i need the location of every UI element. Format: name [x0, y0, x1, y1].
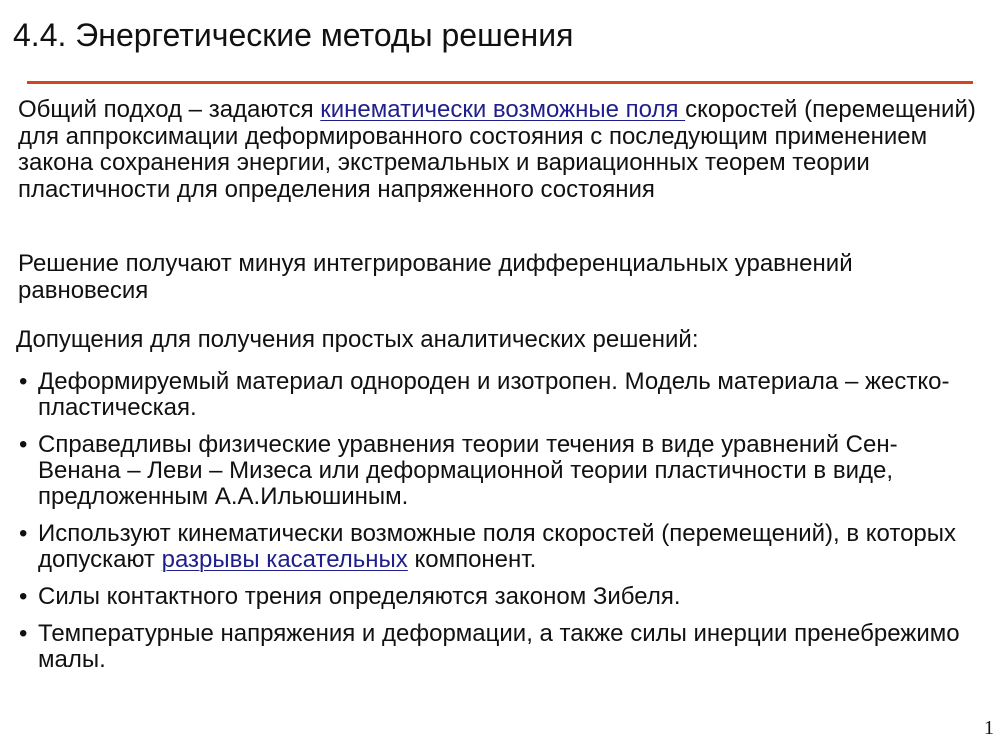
- bullet-icon: •: [19, 620, 28, 647]
- bullet-icon: •: [19, 431, 28, 458]
- solution-paragraph: Решение получают минуя интегрирование дифференциальных уравнений равновесия: [18, 250, 853, 304]
- list-item-text: Температурные напряжения и деформации, а также силы инерции пренебрежимо малы.: [38, 620, 960, 673]
- assumptions-heading: Допущения для получения простых аналитических решений:: [16, 326, 699, 353]
- list-item-text: Деформируемый материал однороден и изотропен. Модель материала – жестко-пластическая.: [38, 368, 950, 421]
- list-item-text: Справедливы физические уравнения теории течения в виде уравнений Сен-Венана – Леви – Мизеса или деформационной теории пластичности в виде, предложенным А.А.Ильюшиным.: [38, 431, 898, 510]
- list-item: [18, 369, 978, 421]
- list-item-text: Силы контактного трения определяются законом Зибеля.: [38, 583, 681, 610]
- list-item: [18, 584, 978, 610]
- kinematic-fields-link[interactable]: кинематически возможные поля: [320, 96, 686, 123]
- tangential-discontinuities-link[interactable]: разрывы касательных: [161, 546, 408, 573]
- list-item-text-start: Используют кинематически возможные поля скоростей (перемещений), в которых допускают: [38, 520, 957, 573]
- list-item-text-end: компонент.: [407, 546, 537, 573]
- list-item: [18, 521, 978, 573]
- bullet-icon: •: [19, 520, 28, 547]
- slide-title: 4.4. Энергетические методы решения: [13, 17, 574, 53]
- title-divider: [27, 81, 973, 84]
- intro-text-start: Общий подход – задаются: [18, 96, 321, 123]
- assumptions-list: [18, 369, 978, 684]
- page-number: 1: [984, 717, 994, 739]
- bullet-icon: •: [19, 583, 28, 610]
- list-item: [18, 621, 978, 673]
- list-item: [18, 432, 978, 510]
- intro-paragraph: [18, 97, 988, 203]
- intro-text-end: скоростей (перемещений) для аппроксимации деформированного состояния с последующим применением закона сохранения энергии, экстремальных и вариационных теорем теории пластичности для определения напряженного состояния: [18, 96, 976, 203]
- bullet-icon: •: [19, 368, 28, 395]
